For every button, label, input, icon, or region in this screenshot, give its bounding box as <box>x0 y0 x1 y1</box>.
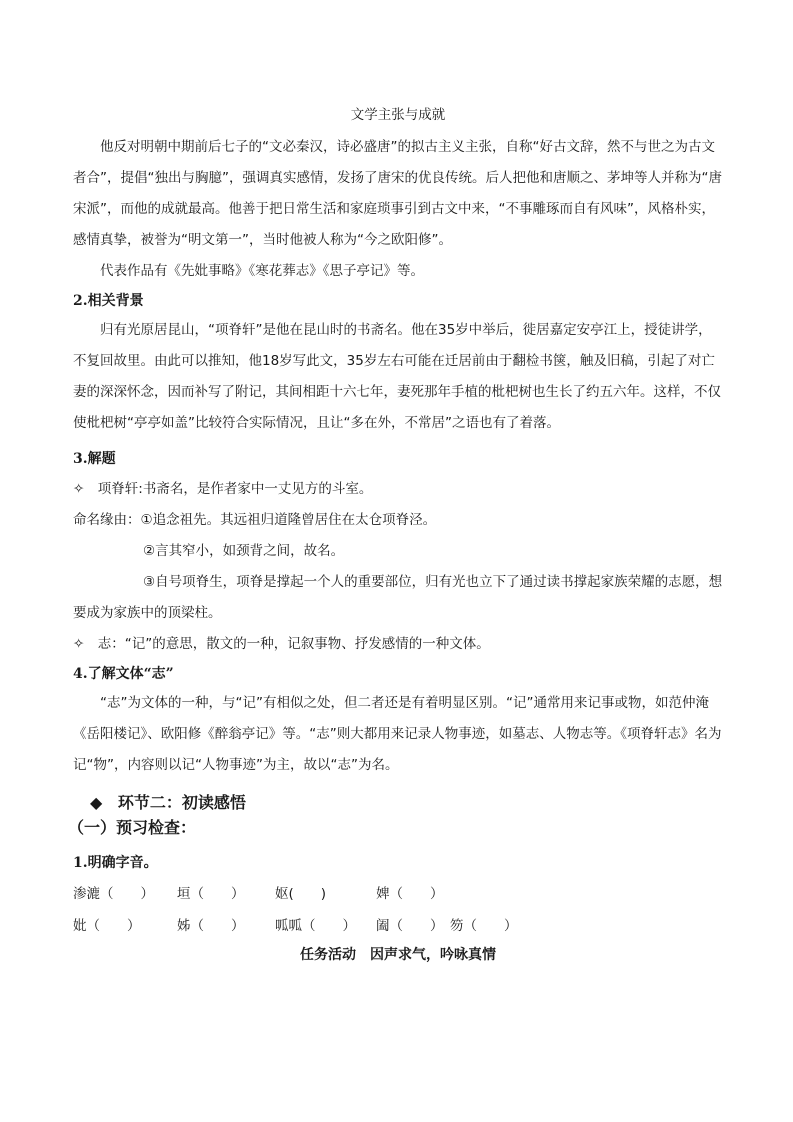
explanation-line-3: ②言其窄小，如颈背之间，故名。 <box>143 543 345 559</box>
explanation-line-5: ✧ 志：“记”的意思，散文的一种，记叙事物、抒发感情的一种文体。 <box>73 636 490 652</box>
blank-item: 垣（ ） <box>177 886 245 902</box>
blank-item: 笏（ ） <box>450 918 518 934</box>
heading-title-explanation: 3.解题 <box>73 451 116 467</box>
blank-item: 呱呱（ ） <box>275 918 356 934</box>
stage-two-heading <box>90 790 246 813</box>
background-paragraph: 归有光原居昆山，“项脊轩”是他在昆山时的书斋名。他在35岁中举后，徙居嘉定安亭江上，授徒讲学，不复回故里。由此可以推知，他18岁写此文，35岁左右可能在迁居前由于翻检书箧，触及旧稿，引起了对亡妻的深深怀念，因而补写了附记，其间相距十六七年，妻死那年手植的枇杷树也生长了约五六年。这样，不仅使枇杷树“亭亭如盖”比较符合实际情况，且让“多在外，不常居”之语也有了着落。 <box>73 322 721 431</box>
blank-item: 阖（ ） <box>376 918 444 934</box>
blank-item: 渗漉（ ） <box>73 886 154 902</box>
representative-works-paragraph: 代表作品有《先妣事略》《寒花葬志》《思子亭记》等。 <box>100 263 424 279</box>
blank-item: 姊（ ） <box>177 918 245 934</box>
heading-genre: 4.了解文体“志” <box>73 666 174 682</box>
preview-check-heading: （一）预习检查： <box>68 818 197 837</box>
task-activity-title: 任务活动 因声求气，吟咏真情 <box>300 947 496 963</box>
explanation-line-2: 命名缘由：①追念祖先。其远祖归道隆曾居住在太仓项脊泾。 <box>73 512 437 528</box>
section-title: 文学主张与成就 <box>350 107 446 123</box>
blank-item: 妣（ ） <box>73 918 141 934</box>
author-stance-paragraph: 他反对明朝中期前后七子的“文必秦汉，诗必盛唐”的拟古主义主张，自称“好古文辞，然不与世之为古文者合”，提倡“独出与胸臆”，强调真实感情，发扬了唐宋的优良传统。后人把他和唐顺之、茅坤等人并称为“唐宋派”，而他的成就最高。他善于把日常生活和家庭琐事引到古文中来，“不事雕琢而自有风味”，风格朴实，感情真挚，被誉为“明文第一”，当时他被人称为“今之欧阳修”。 <box>73 139 722 248</box>
blank-item: 妪( ) <box>275 886 327 902</box>
explanation-line-4: ③自号项脊生，项脊是撑起一个人的重要部位，归有光也立下了通过读书撑起家族荣耀的志愿，想要成为家族中的顶梁柱。 <box>73 574 723 621</box>
explanation-line-1: ✧ 项脊轩:书斋名，是作者家中一丈见方的斗室。 <box>73 481 373 497</box>
blank-item: 婢（ ） <box>376 886 444 902</box>
heading-background: 2.相关背景 <box>73 293 144 309</box>
pronunciation-item: 1.明确字音。 <box>73 855 158 871</box>
genre-paragraph: “志”为文体的一种，与“记”有相似之处，但二者还是有着明显区别。“记”通常用来记事或物，如范仲淹《岳阳楼记》、欧阳修《醉翁亭记》等。“志”则大都用来记录人物事迹，如墓志、人物志等。《项脊轩志》名为记“物”，内容则以记“人物事迹”为主，故以“志”为名。 <box>73 695 722 773</box>
diamond-bullet-icon: ◆ <box>90 793 103 812</box>
stage-two-label: 环节二：初读感悟 <box>117 793 246 812</box>
